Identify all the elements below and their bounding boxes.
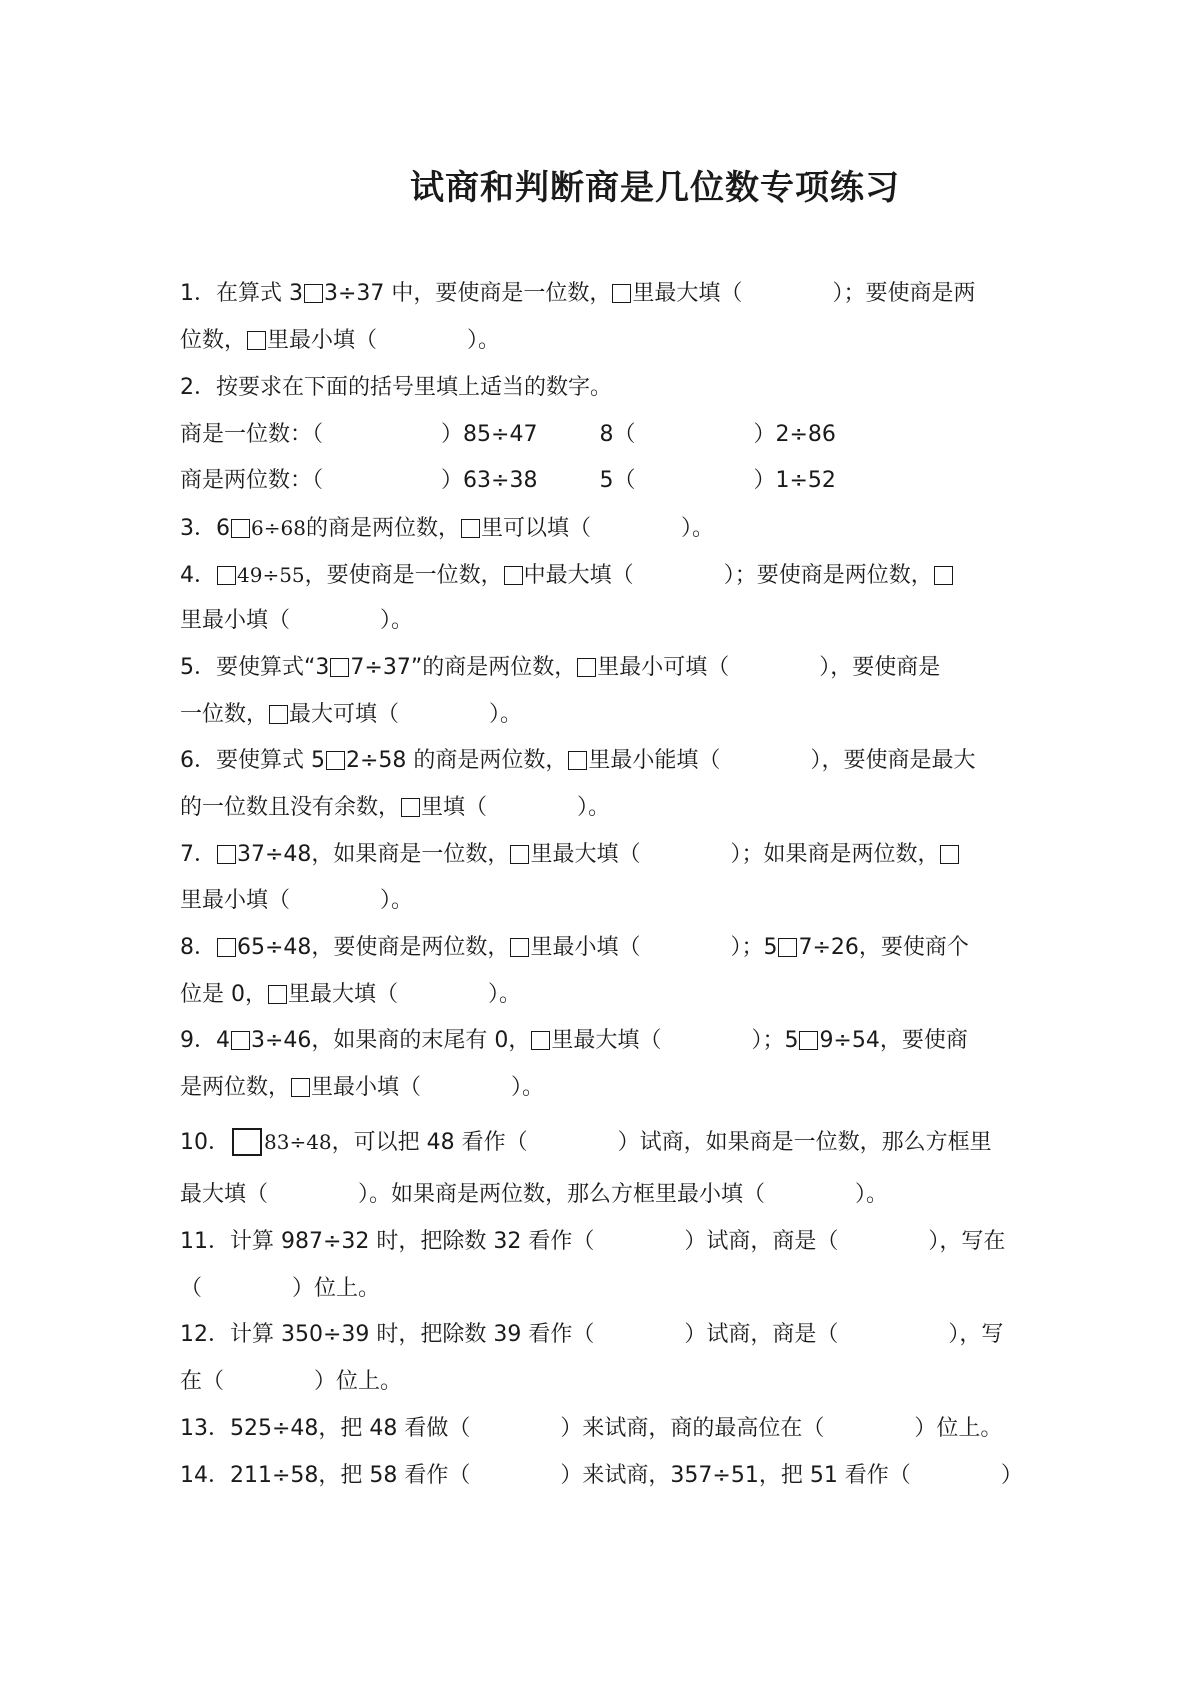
question-12-line-2 xyxy=(180,1367,1010,1397)
text: ）；如果商是两位数， xyxy=(730,842,940,867)
blank-box xyxy=(217,566,236,585)
text: 14．211÷58，把 58 看作（ xyxy=(180,1463,471,1488)
text: 的商是两位数， xyxy=(305,516,460,541)
blank-box xyxy=(940,845,959,864)
blank-box xyxy=(577,658,596,677)
blank-box xyxy=(934,566,953,585)
text: 里填（ xyxy=(421,795,488,820)
text: ）；5 xyxy=(751,1028,799,1053)
text: 7÷26，要使商个 xyxy=(798,935,969,960)
text: 9．4 xyxy=(180,1028,230,1053)
text: 7÷37”的商是两位数， xyxy=(350,655,577,680)
blank-box xyxy=(217,845,236,864)
question-2-row-1 xyxy=(180,420,1010,450)
text: ，可以把 48 看作（ xyxy=(331,1130,528,1155)
question-12-line-1 xyxy=(180,1320,1010,1350)
question-1-line-2 xyxy=(180,326,1010,356)
text: ，要使商是一位数， xyxy=(304,563,503,588)
text: 37÷48，如果商是一位数， xyxy=(237,842,510,867)
text: 的一位数且没有余数， xyxy=(180,795,401,820)
expression: 83÷48 xyxy=(264,1130,332,1154)
text: 里最小填（ xyxy=(530,935,641,960)
blank-box xyxy=(799,1031,818,1050)
text: 最大填（ xyxy=(180,1182,269,1207)
text: 里可以填（ xyxy=(480,516,591,541)
question-9-line-1 xyxy=(180,1026,1010,1056)
question-7-line-1 xyxy=(180,840,1010,870)
text: ）。 xyxy=(511,1075,545,1100)
text: ）。如果商是两位数，那么方框里最小填（ xyxy=(358,1182,766,1207)
text: 7． xyxy=(180,842,216,867)
text: ）。 xyxy=(380,888,414,913)
text: ）。 xyxy=(380,608,414,633)
text: 里最小填（ xyxy=(267,328,378,353)
text: ）。 xyxy=(680,516,714,541)
text: 3÷46，如果商的末尾有 0， xyxy=(251,1028,531,1053)
text: ）；要使商是两 xyxy=(832,281,976,306)
text: ）位上。 xyxy=(292,1276,381,1301)
blank-box xyxy=(326,751,345,770)
question-7-line-2 xyxy=(180,886,1010,916)
text: 位数， xyxy=(180,328,247,353)
blank-box xyxy=(531,1031,550,1050)
text: 1．在算式 3 xyxy=(180,281,303,306)
text: ）。 xyxy=(855,1182,889,1207)
question-13 xyxy=(180,1414,1010,1444)
blank-box xyxy=(231,1031,250,1050)
blank-box xyxy=(231,519,250,538)
text: 一位数， xyxy=(180,702,269,727)
text: ）来试商，商的最高位在（ xyxy=(560,1416,825,1441)
text: ）试商，商是（ xyxy=(684,1229,839,1254)
blank-box xyxy=(568,751,587,770)
blank-box xyxy=(461,519,480,538)
text: 9÷54，要使商 xyxy=(819,1028,968,1053)
text: 商是两位数：（ xyxy=(180,468,324,493)
text: ），要使商是最大 xyxy=(810,748,976,773)
text: 里最小可填（ xyxy=(597,655,730,680)
text: ）。 xyxy=(577,795,611,820)
text: 3．6 xyxy=(180,516,230,541)
blank-box xyxy=(304,284,323,303)
page-title: 试商和判断商是几位数专项练习 xyxy=(410,168,900,208)
text: ）。 xyxy=(467,328,501,353)
question-2-line-1: 2．按要求在下面的括号里填上适当的数字。 xyxy=(180,375,612,400)
blank-box-large xyxy=(232,1128,262,1156)
question-2-row-2 xyxy=(180,466,1010,496)
text: ） xyxy=(1000,1463,1023,1488)
blank-box xyxy=(269,705,288,724)
text: 里最小填（ xyxy=(180,608,291,633)
blank-box xyxy=(268,985,287,1004)
text: 里最小能填（ xyxy=(588,748,721,773)
text: ），写 xyxy=(948,1322,1004,1347)
text: 5（ xyxy=(599,468,636,493)
blank-box xyxy=(217,938,236,957)
text: 10． xyxy=(180,1130,230,1155)
text: 位是 0， xyxy=(180,982,267,1007)
blank-box xyxy=(510,845,529,864)
text: ）85÷47 xyxy=(441,422,538,447)
blank-box xyxy=(291,1078,310,1097)
text: ），要使商是 xyxy=(819,655,941,680)
text: 中最大填（ xyxy=(523,563,634,588)
text: 11．计算 987÷32 时，把除数 32 看作（ xyxy=(180,1229,595,1254)
text: ）位上。 xyxy=(314,1369,403,1394)
text: 里最大填（ xyxy=(551,1028,662,1053)
text: 里最小填（ xyxy=(311,1075,422,1100)
blank-box xyxy=(612,284,631,303)
text: ）1÷52 xyxy=(753,468,836,493)
text: 最大可填（ xyxy=(289,702,400,727)
text: ）。 xyxy=(488,982,522,1007)
question-4-line-2 xyxy=(180,606,1010,636)
text: 8（ xyxy=(599,422,636,447)
text: 2÷58 的商是两位数， xyxy=(346,748,568,773)
text: ），写在 xyxy=(928,1229,1006,1254)
question-6-line-1 xyxy=(180,746,1010,776)
expression: 6÷68 xyxy=(251,516,306,540)
expression: 49÷55 xyxy=(237,563,305,587)
question-1-line-1 xyxy=(180,279,1010,309)
text: ）。 xyxy=(489,702,523,727)
text: ）；要使商是两位数， xyxy=(723,563,933,588)
text: ）位上。 xyxy=(914,1416,1003,1441)
text: 5．要使算式“3 xyxy=(180,655,330,680)
question-11-line-2 xyxy=(180,1274,1010,1304)
text: 8． xyxy=(180,935,216,960)
text: ）63÷38 xyxy=(441,468,538,493)
text: 在（ xyxy=(180,1369,225,1394)
question-5-line-2 xyxy=(180,700,1010,730)
text: ）来试商，357÷51，把 51 看作（ xyxy=(560,1463,911,1488)
text: （ xyxy=(180,1276,203,1301)
question-11-line-1 xyxy=(180,1227,1010,1257)
blank-box xyxy=(247,331,266,350)
blank-box xyxy=(401,798,420,817)
blank-box xyxy=(510,938,529,957)
blank-box xyxy=(504,566,523,585)
question-8-line-1 xyxy=(180,933,1010,963)
text: 商是一位数：（ xyxy=(180,422,324,447)
blank-box xyxy=(778,938,797,957)
blank-box xyxy=(330,658,349,677)
question-5-line-1 xyxy=(180,653,1010,683)
text: ）试商，如果商是一位数，那么方框里 xyxy=(617,1130,992,1155)
question-4-line-1 xyxy=(180,560,1010,591)
text: ）试商，商是（ xyxy=(684,1322,839,1347)
question-14 xyxy=(180,1461,1023,1491)
question-3 xyxy=(180,513,1010,544)
text: ）；5 xyxy=(730,935,778,960)
text: 65÷48，要使商是两位数， xyxy=(237,935,510,960)
question-10-line-2 xyxy=(180,1180,1010,1210)
text: ）2÷86 xyxy=(753,422,836,447)
text: 里最小填（ xyxy=(180,888,291,913)
text: 4． xyxy=(180,563,216,588)
question-10-line-1 xyxy=(180,1127,1010,1158)
text: 3÷37 中，要使商是一位数， xyxy=(324,281,612,306)
question-9-line-2 xyxy=(180,1073,1010,1103)
text: 13．525÷48，把 48 看做（ xyxy=(180,1416,471,1441)
text: 里最大填（ xyxy=(632,281,743,306)
text: 6．要使算式 5 xyxy=(180,748,325,773)
text: 里最大填（ xyxy=(288,982,399,1007)
question-6-line-2 xyxy=(180,793,1010,823)
question-8-line-2 xyxy=(180,980,1010,1010)
text: 里最大填（ xyxy=(530,842,641,867)
text: 是两位数， xyxy=(180,1075,291,1100)
text: 12．计算 350÷39 时，把除数 39 看作（ xyxy=(180,1322,595,1347)
